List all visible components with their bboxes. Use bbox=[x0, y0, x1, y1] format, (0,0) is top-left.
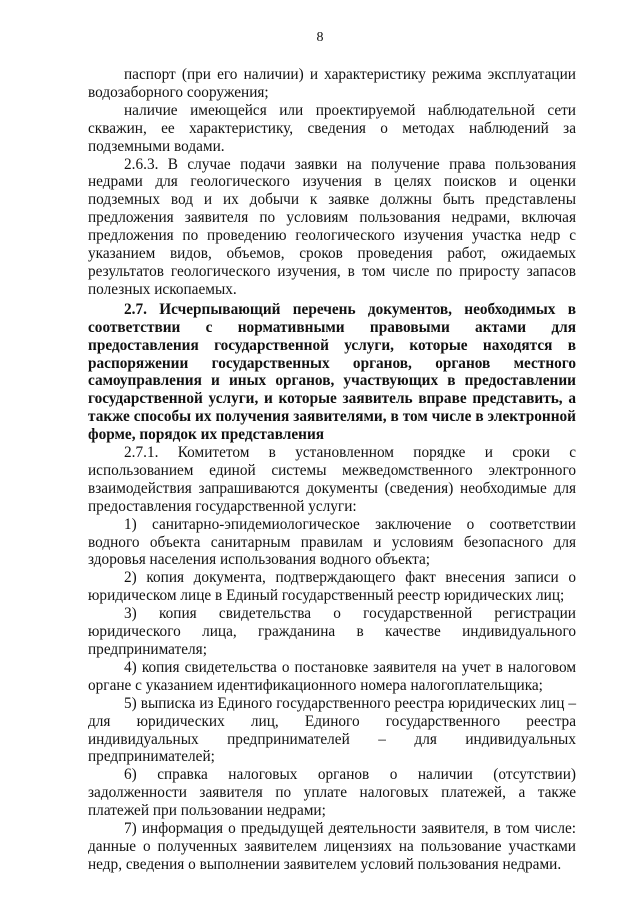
list-item-1: 1) санитарно-эпидемиологическое заключение о соответствии водного объекта санитарным правилам и условиям безопасного для здоровья населения использования водного объекта; bbox=[88, 515, 576, 569]
paragraph-2-6-3: 2.6.3. В случае подачи заявки на получение права пользования недрами для геологического изучения в целях поисков и оценки подземных вод и их добычи к заявке должны быть представлены предложения заявителя по условиям пользования недрами, включая предложения по проведению геологического изучения участка недр с указанием видов, объемов, сроков проведения работ, ожидаемых результатов геологического изучения, в том числе по приросту запасов полезных ископаемых. bbox=[88, 155, 576, 298]
list-item-4: 4) копия свидетельства о постановке заявителя на учет в налоговом органе с указанием идентификационного номера налогоплательщика; bbox=[88, 658, 576, 694]
document-body bbox=[88, 66, 576, 874]
list-item-2: 2) копия документа, подтверждающего факт внесения записи о юридическом лице в Единый государственный реестр юридических лиц; bbox=[88, 569, 576, 605]
list-item-3: 3) копия свидетельства о государственной регистрации юридического лица, гражданина в качестве индивидуального предпринимателя; bbox=[88, 605, 576, 658]
section-heading-2-7: 2.7. Исчерпывающий перечень документов, необходимых в соответствии с нормативными правовыми актами для предоставления государственной услуги, которые находятся в распоряжении государственных органов, органов местного самоуправления и иных органов, участвующих в предоставлении государственной услуги, и которые заявитель вправе представить, а также способы их получения заявителями, в том числе в электронной форме, порядок их представления bbox=[88, 300, 576, 444]
paragraph-observation-network: наличие имеющейся или проектируемой наблюдательной сети скважин, ее характеристику, сведения о методах наблюдений за подземными водами. bbox=[88, 101, 576, 155]
list-item-5: 5) выписка из Единого государственного реестра юридических лиц – для юридических лиц, Единого государственного реестра индивидуальных предпринимателей – для индивидуальных предпринимателей; bbox=[88, 694, 576, 766]
page-number: 8 bbox=[316, 30, 324, 45]
list-item-6: 6) справка налоговых органов о наличии (отсутствии) задолженности заявителя по уплате налоговых платежей, а также платежей при пользовании недрами; bbox=[88, 766, 576, 820]
paragraph-passport: паспорт (при его наличии) и характеристику режима эксплуатации водозаборного сооружения; bbox=[88, 66, 576, 101]
paragraph-2-7-1: 2.7.1. Комитетом в установленном порядке и сроки с использованием единой системы межведомственного электронного взаимодействия запрашиваются документы (сведения) необходимые для предоставления государственной услуги: bbox=[88, 444, 576, 515]
list-item-7: 7) информация о предыдущей деятельности заявителя, в том числе: данные о полученных заявителем лицензиях на пользование участками недр, сведения о выполнении заявителем условий пользования недрами. bbox=[88, 820, 576, 873]
